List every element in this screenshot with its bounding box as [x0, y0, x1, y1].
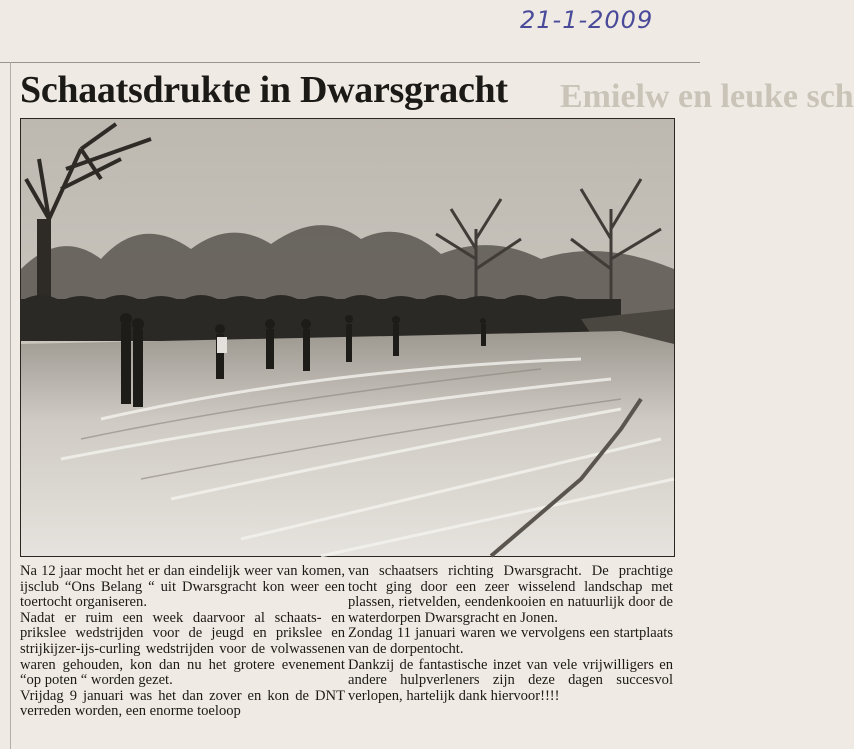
article-photo	[20, 118, 675, 557]
neighbor-article-bleed: Emielw en leuke sch	[560, 78, 854, 115]
paragraph: Nadat er ruim een week daarvoor al schaats- en prikslee wedstrijden voor de jeugd en prikslee en strijkijzer-ijs-curling wedstrijden voor de volwassenen waren gehouden, kon dan nu het grotere evenement “op poten “ worden gezet.	[20, 609, 345, 689]
paragraph: Na 12 jaar mocht het er dan eindelijk weer van komen, ijsclub “Ons Belang “ uit Dwarsgracht kon weer een toertocht organiseren.	[20, 563, 345, 611]
article-column-left	[20, 564, 345, 720]
article-column-right	[348, 564, 673, 704]
paragraph: van schaatsers richting Dwarsgracht. De prachtige tocht ging door een zeer wisselend landschap met plassen, rietvelden, eendenkooien en natuurlijk door de waterdorpen Dwarsgracht en Jonen.	[348, 563, 673, 626]
skating-scene-illustration	[21, 119, 674, 556]
paragraph: Vrijdag 9 januari was het dan zover en kon de DNT verreden worden, een enorme toeloop	[20, 687, 345, 720]
paragraph: Zondag 11 januari waren we vervolgens een startplaats van de dorpentocht.	[348, 625, 673, 657]
paragraph: Dankzij de fantastische inzet van vele vrijwilligers en andere hulpverleners zijn deze dagen succesvol verlopen, hartelijk dank hiervoor!!!!	[348, 656, 673, 704]
top-divider	[0, 62, 700, 63]
headline: Schaatsdrukte in Dwarsgracht	[20, 69, 508, 111]
handwritten-date: 21-1-2009	[520, 6, 654, 34]
left-divider	[10, 62, 11, 749]
